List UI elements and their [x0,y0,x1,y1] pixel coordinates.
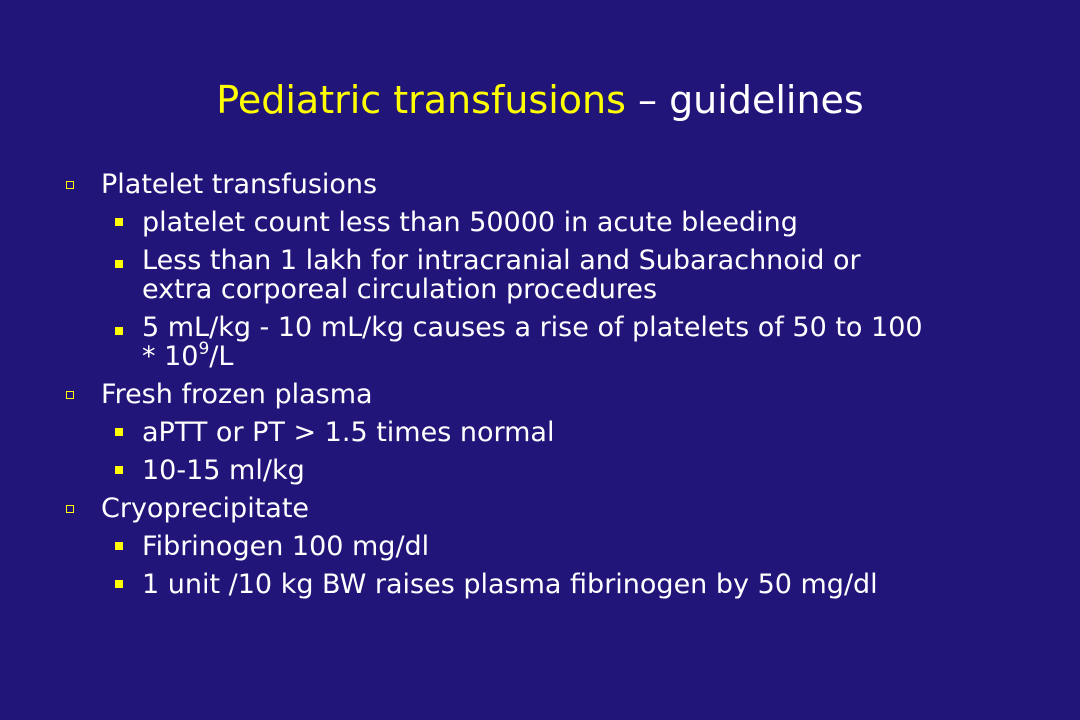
exponent: 9 [198,339,210,359]
formula-unit: /L [209,341,234,372]
title-rest: – guidelines [625,78,864,122]
square-bullet-icon [115,218,123,226]
square-bullet-icon [115,542,123,550]
sub-item [64,528,1024,566]
sub-item [64,309,1024,376]
sub-item-text: Fibrinogen 100 mg/dl [142,531,430,562]
sub-item-text-line [142,339,1024,372]
title-accent: Pediatric transfusions [216,78,626,122]
square-bullet-icon [115,428,123,436]
section-platelet-transfusions [64,166,1024,204]
sub-item [64,204,1024,242]
section-label: Cryoprecipitate [101,493,310,524]
formula-prefix: * 10 [142,341,199,372]
sub-item-text: platelet count less than 50000 in acute bleeding [142,207,798,238]
section-fresh-frozen-plasma [64,376,1024,414]
sub-item [64,566,1024,604]
square-bullet-icon [115,260,123,268]
square-bullet-icon [115,580,123,588]
square-bullet-icon [115,327,123,335]
slide-content [64,166,1024,604]
square-bullet-icon [66,505,74,513]
section-label: Fresh frozen plasma [101,379,373,410]
sub-item [64,452,1024,490]
sub-item-text: aPTT or PT > 1.5 times normal [142,417,555,448]
square-bullet-icon [66,391,74,399]
sub-item-text-line: extra corporeal circulation procedures [142,274,658,305]
sub-item [64,414,1024,452]
square-bullet-icon [115,466,123,474]
section-label: Platelet transfusions [101,169,378,200]
sub-item-text: 1 unit /10 kg BW raises plasma fibrinogen by 50 mg/dl [142,569,878,600]
sub-item [64,242,1024,309]
sub-item-text-line: 5 mL/kg - 10 mL/kg causes a rise of platelets of 50 to 100 [142,312,923,343]
sub-item-text: 10-15 ml/kg [142,455,305,486]
section-cryoprecipitate [64,490,1024,528]
sub-item-text-line: Less than 1 lakh for intracranial and Subarachnoid or [142,245,861,276]
slide-title [0,76,1080,124]
square-bullet-icon [66,181,74,189]
